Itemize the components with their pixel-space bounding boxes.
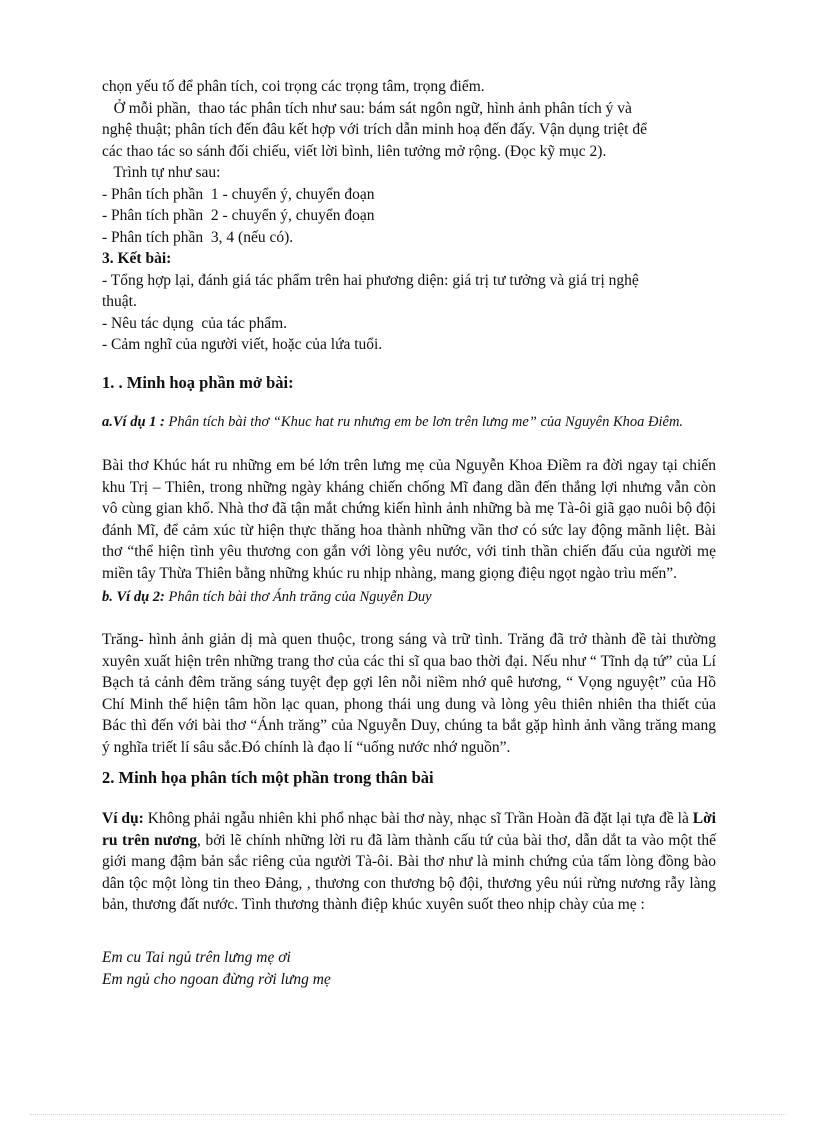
example-a-paragraph: Bài thơ Khúc hát ru những em bé lớn trên lưng mẹ của Nguyễn Khoa Điềm ra đời ngay tại chiến khu Trị – Thiên, trong những ngày kháng chiến chống Mĩ đang dần đến thắng lợi nhưng vẫn còn vô cùng gian khổ. Nhà thơ đã tận mắt chứng kiến hình ảnh những bà mẹ Tà-ôi giã gạo nuôi bộ đội đánh Mĩ, để cảm xúc từ hiện thực thăng hoa thành những vần thơ có sức lay động mãnh liệt. Bài thơ “thể hiện tình yêu thương con gắn với lòng yêu nước, với tinh thần chiến đấu của người mẹ miền tây Thừa Thiên bằng những khúc ru nhịp nhàng, mang giọng điệu ngọt ngào trìu mến”. (102, 457, 716, 582)
list-item: - Tổng hợp lại, đánh giá tác phẩm trên hai phương diện: giá trị tư tưởng và giá trị nghệ (102, 271, 639, 289)
text-line: nghệ thuật; phân tích đến đâu kết hợp với trích dẫn minh hoạ đến đấy. Vận dụng triệt để (102, 121, 647, 138)
poem-excerpt (102, 947, 716, 990)
text-line: Trình tự như sau: (102, 164, 221, 181)
ket-bai-heading: 3. Kết bài: (102, 250, 172, 267)
list-item: - Phân tích phần 2 - chuyển ý, chuyển đoạn (102, 207, 375, 224)
section-1-heading: 1. . Minh hoạ phần mở bài: (102, 373, 294, 392)
example-b-title: Phân tích bài thơ Ánh trăng của Nguyễn Duy (164, 589, 432, 605)
text-line: thuật. (102, 293, 137, 310)
structure-section (102, 76, 716, 356)
poem-line: Em cu Tai ngủ trên lưng mẹ ơi (102, 949, 291, 966)
poem-line: Em ngủ cho ngoan đừng rời lưng mẹ (102, 970, 331, 988)
text-line: Ở mỗi phần, thao tác phân tích như sau: bám sát ngôn ngữ, hình ảnh phân tích ý và (102, 99, 632, 117)
list-item: - Cảm nghĩ của người viết, hoặc của lứa tuổi. (102, 336, 383, 353)
text-line: chọn yếu tố để phân tích, coi trọng các trọng tâm, trọng điểm. (102, 78, 485, 95)
page-bottom-border (30, 1114, 786, 1115)
list-item: - Nêu tác dụng của tác phẩm. (102, 314, 288, 332)
list-item: - Phân tích phần 3, 4 (nếu có). (102, 228, 294, 246)
example-b-paragraph: Trăng- hình ảnh giản dị mà quen thuộc, trong sáng và trữ tình. Trăng đã trở thành đề tài thường xuyên xuất hiện trên những trang thơ của các thi sĩ qua bao thời đại. Nếu như “ Tĩnh dạ tứ” của Lí Bạch tả cảnh đêm trăng sáng tuyệt đẹp gợi lên nỗi niềm nhớ quê hương, “ Vọng nguyệt” của Hồ Chí Minh thể hiện tâm hồn lạc quan, phong thái ung dung và lòng yêu thiên nhiên tha thiết của Bác thì đến với bài thơ “Ánh trăng” của Nguyễn Duy, chúng ta bắt gặp hình ảnh vầng trăng mang ý nghĩa triết lí sâu sắc.Đó chính là đạo lí “uống nước nhớ nguồn”. (102, 631, 716, 756)
example-label: Ví dụ: (102, 810, 144, 827)
example-b-heading (102, 589, 716, 606)
section-2-paragraph: Ví dụ: Không phải ngẫu nhiên khi phổ nhạc bài thơ này, nhạc sĩ Trần Hoàn đã đặt lại tựa đề là Lời ru trên nương, bởi lẽ chính những lời ru đã làm thành cấu tứ của bài thơ, dẫn dắt ta vào một thế giới mang đậm bản sắc riêng của người Tà-ôi. Bài thơ như là minh chứng của tấm lòng đồng bào dân tộc một lòng tin theo Đảng, , thương con thương bộ đội, thương yêu núi rừng nương rẫy làng bản, thương đất nước. Tình thương thành điệp khúc xuyên suốt theo nhịp chày của mẹ : (102, 810, 716, 913)
text-line: các thao tác so sánh đối chiếu, viết lời bình, liên tưởng mở rộng. (Đọc kỹ mục 2). (102, 142, 607, 160)
song-title: Lời ru trên nương (102, 810, 716, 849)
example-a-title: Phân tích bài thơ “Khuc hat ru nhưng em be lơn trên lưng me” của Nguyên Khoa Điêm. (164, 414, 684, 430)
example-a-heading (102, 414, 716, 431)
example-a-label: a.Ví dụ 1 : (102, 414, 165, 430)
example-b-label: b. Ví dụ 2: (102, 589, 165, 605)
section-2-heading: 2. Minh họa phân tích một phần trong thân bài (102, 768, 434, 787)
list-item: - Phân tích phần 1 - chuyển ý, chuyển đoạn (102, 185, 375, 203)
